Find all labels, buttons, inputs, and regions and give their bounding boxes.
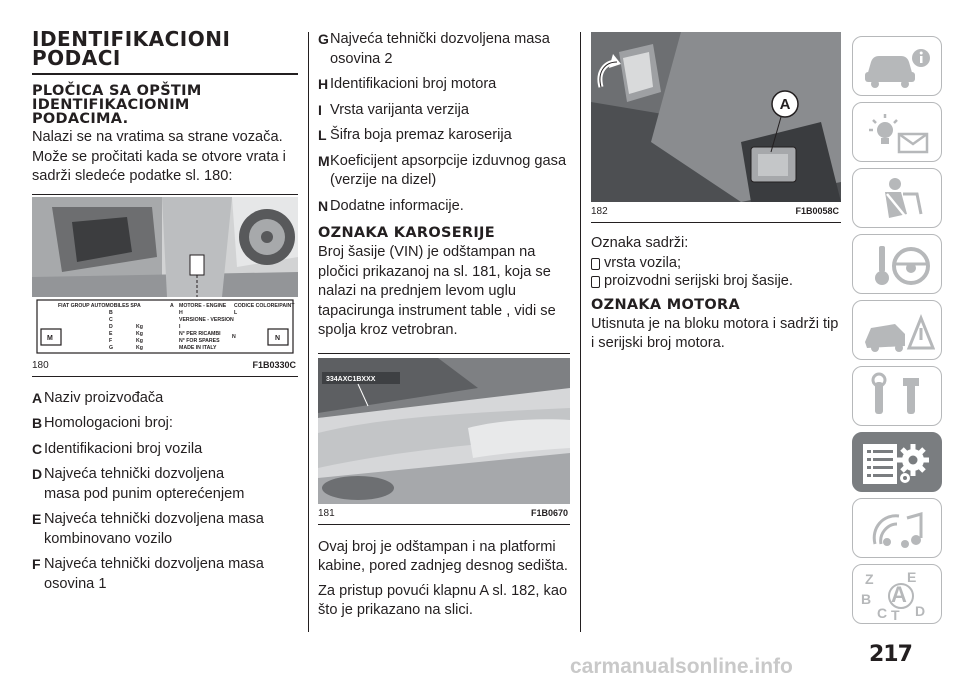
- svg-text:Kg: Kg: [136, 337, 143, 344]
- svg-text:N° PER RICAMBI: N° PER RICAMBI: [179, 330, 221, 337]
- figure-code: F1B0670: [530, 507, 568, 518]
- legend-item: N Dodatne informacije.: [318, 197, 464, 214]
- body-paragraph: Za pristup povući klapnu A sl. 182, kao što je prikazano na slici.: [318, 582, 568, 618]
- legend-item: G Najveća tehnički dozvoljena masa osovina 2: [318, 31, 550, 67]
- section-title: OZNAKA KAROSERIJE: [318, 225, 495, 241]
- index-az-icon: [861, 570, 935, 620]
- section-title: PLOČICA SA OPŠTIM IDENTIFIKACIONIM PODACIMA.: [32, 83, 202, 127]
- svg-text:A: A: [891, 582, 907, 607]
- svg-text:Kg: Kg: [136, 344, 143, 351]
- vin-label: 334AXC1BXXX: [326, 375, 376, 383]
- figure-number: 182: [591, 206, 608, 217]
- figure-180: [32, 194, 298, 377]
- technical-data-icon: [861, 438, 935, 488]
- sidebar-tab-maintenance[interactable]: [852, 366, 942, 426]
- bullet-item: vrsta vozila;: [591, 254, 841, 272]
- intro-paragraph: Nalazi se na vratima sa strane vozača. Može se pročitati kada se otvore vrata i sadrži sledeće podatke sl. 180:: [32, 129, 286, 184]
- svg-text:E: E: [907, 570, 917, 585]
- svg-text:MADE IN ITALY: MADE IN ITALY: [179, 344, 217, 351]
- svg-text:N: N: [232, 333, 236, 340]
- warning-lights-icon: [861, 108, 935, 158]
- svg-text:E: E: [109, 330, 113, 337]
- figure-caption: [32, 360, 298, 372]
- svg-text:CODICE COLORE/PAINT: CODICE COLORE/PAINT: [234, 302, 295, 309]
- column-divider: [580, 32, 581, 632]
- figure-code: F1B0330C: [252, 359, 296, 370]
- figure-181: [318, 353, 570, 525]
- legend-list: [32, 389, 298, 595]
- seat-safety-icon: [861, 174, 935, 224]
- figure-caption: [318, 508, 570, 520]
- car-front-illustration: [318, 358, 570, 504]
- contains-label: Oznaka sadrži:: [591, 235, 689, 251]
- page-number: 217: [869, 642, 912, 667]
- watermark: carmanualsonline.info: [570, 655, 793, 678]
- sidebar-tab-multimedia[interactable]: [852, 498, 942, 558]
- legend-item: F Najveća tehnički dozvoljena masa osovina 1: [32, 556, 264, 592]
- legend-item: B Homologacioni broj:: [32, 415, 173, 431]
- svg-text:F: F: [109, 337, 113, 344]
- figure-caption: [591, 206, 841, 218]
- svg-text:G: G: [109, 344, 114, 351]
- page-title: IDENTIFIKACIONI PODACI: [32, 27, 231, 70]
- svg-text:I: I: [179, 323, 181, 330]
- svg-text:B: B: [861, 591, 872, 607]
- svg-text:Kg: Kg: [136, 330, 143, 337]
- svg-text:C: C: [109, 316, 113, 323]
- legend-item: D Najveća tehnički dozvoljena masa pod punim opterećenjem: [32, 466, 245, 502]
- body-paragraph: Ovaj broj je odštampan i na platformi kabine, pored zadnjeg desnog sedišta.: [318, 538, 568, 574]
- svg-text:Kg: Kg: [136, 323, 143, 330]
- sidebar-tab-car-info[interactable]: [852, 36, 942, 96]
- callout-a: A: [779, 96, 791, 113]
- multimedia-icon: [861, 504, 935, 554]
- car-info-icon: [861, 42, 935, 92]
- svg-text:B: B: [109, 309, 113, 316]
- legend-item: L Šifra boja premaz karoserija: [318, 127, 512, 143]
- body-paragraph: Utisnuta je na bloku motora i sadrži tip i serijski broj motora.: [591, 315, 839, 351]
- sidebar-tab-technical-data[interactable]: [852, 432, 942, 492]
- svg-text:C: C: [877, 605, 888, 620]
- figure-182: [591, 32, 841, 223]
- sidebar-tab-key-steering[interactable]: [852, 234, 942, 294]
- bullet-item: proizvodni serijski broj šasije.: [591, 272, 841, 290]
- svg-text:T: T: [891, 607, 900, 620]
- breakdown-icon: [861, 306, 935, 356]
- plate-manufacturer: FIAT GROUP AUTOMOBILES SPA: [58, 302, 141, 309]
- svg-text:N: N: [275, 334, 281, 342]
- svg-text:VERSIONE - VERSION: VERSIONE - VERSION: [179, 316, 234, 323]
- svg-text:H: H: [179, 309, 183, 316]
- bullet-box-icon: [591, 276, 600, 288]
- legend-item: A Naziv proizvođača: [32, 389, 164, 406]
- figure-number: 181: [318, 507, 335, 519]
- door-plate-illustration: [32, 197, 298, 356]
- legend-list: [318, 30, 570, 216]
- column-2: [318, 30, 570, 621]
- column-divider: [308, 32, 309, 632]
- figure-code: F1B0058C: [795, 206, 839, 216]
- legend-item: E Najveća tehnički dozvoljena masa kombinovano vozilo: [32, 511, 264, 547]
- sidebar-tab-seat-safety[interactable]: [852, 168, 942, 228]
- sidebar-tab-breakdown[interactable]: [852, 300, 942, 360]
- legend-item: H Identifikacioni broj motora: [318, 76, 497, 92]
- column-3: [591, 32, 841, 354]
- svg-text:M: M: [47, 334, 53, 342]
- body-paragraph: Broj šasije (VIN) je odštampan na pločici prikazanoj na sl. 181, koja se nalazi na prednjem levom uglu tapacirunga instrument table , vidi se spolja kroz vetrobran.: [318, 244, 556, 338]
- flap-illustration: [591, 32, 841, 202]
- section-title: OZNAKA MOTORA: [591, 296, 740, 313]
- maintenance-wrench-icon: [861, 372, 935, 422]
- figure-number: 180: [32, 359, 49, 371]
- legend-item: M Koeficijent apsorpcije izduvnog gasa (verzije na dizel): [318, 152, 567, 188]
- column-1: [32, 27, 298, 600]
- sidebar-tab-index[interactable]: [852, 564, 942, 624]
- title-rule: [32, 73, 298, 75]
- legend-item: C Identifikacioni broj vozila: [32, 440, 203, 457]
- svg-text:D: D: [915, 603, 926, 619]
- svg-text:Z: Z: [865, 571, 874, 587]
- bullet-box-icon: [591, 258, 600, 270]
- svg-text:N° FOR SPARES: N° FOR SPARES: [179, 337, 220, 344]
- svg-text:MOTORE - ENGINE: MOTORE - ENGINE: [179, 302, 227, 309]
- key-steering-icon: [861, 240, 935, 290]
- svg-text:A: A: [170, 302, 174, 309]
- legend-item: I Vrsta varijanta verzija: [318, 101, 469, 118]
- sidebar-tab-warning-lights[interactable]: [852, 102, 942, 162]
- svg-text:L: L: [234, 309, 238, 316]
- svg-text:D: D: [109, 323, 113, 330]
